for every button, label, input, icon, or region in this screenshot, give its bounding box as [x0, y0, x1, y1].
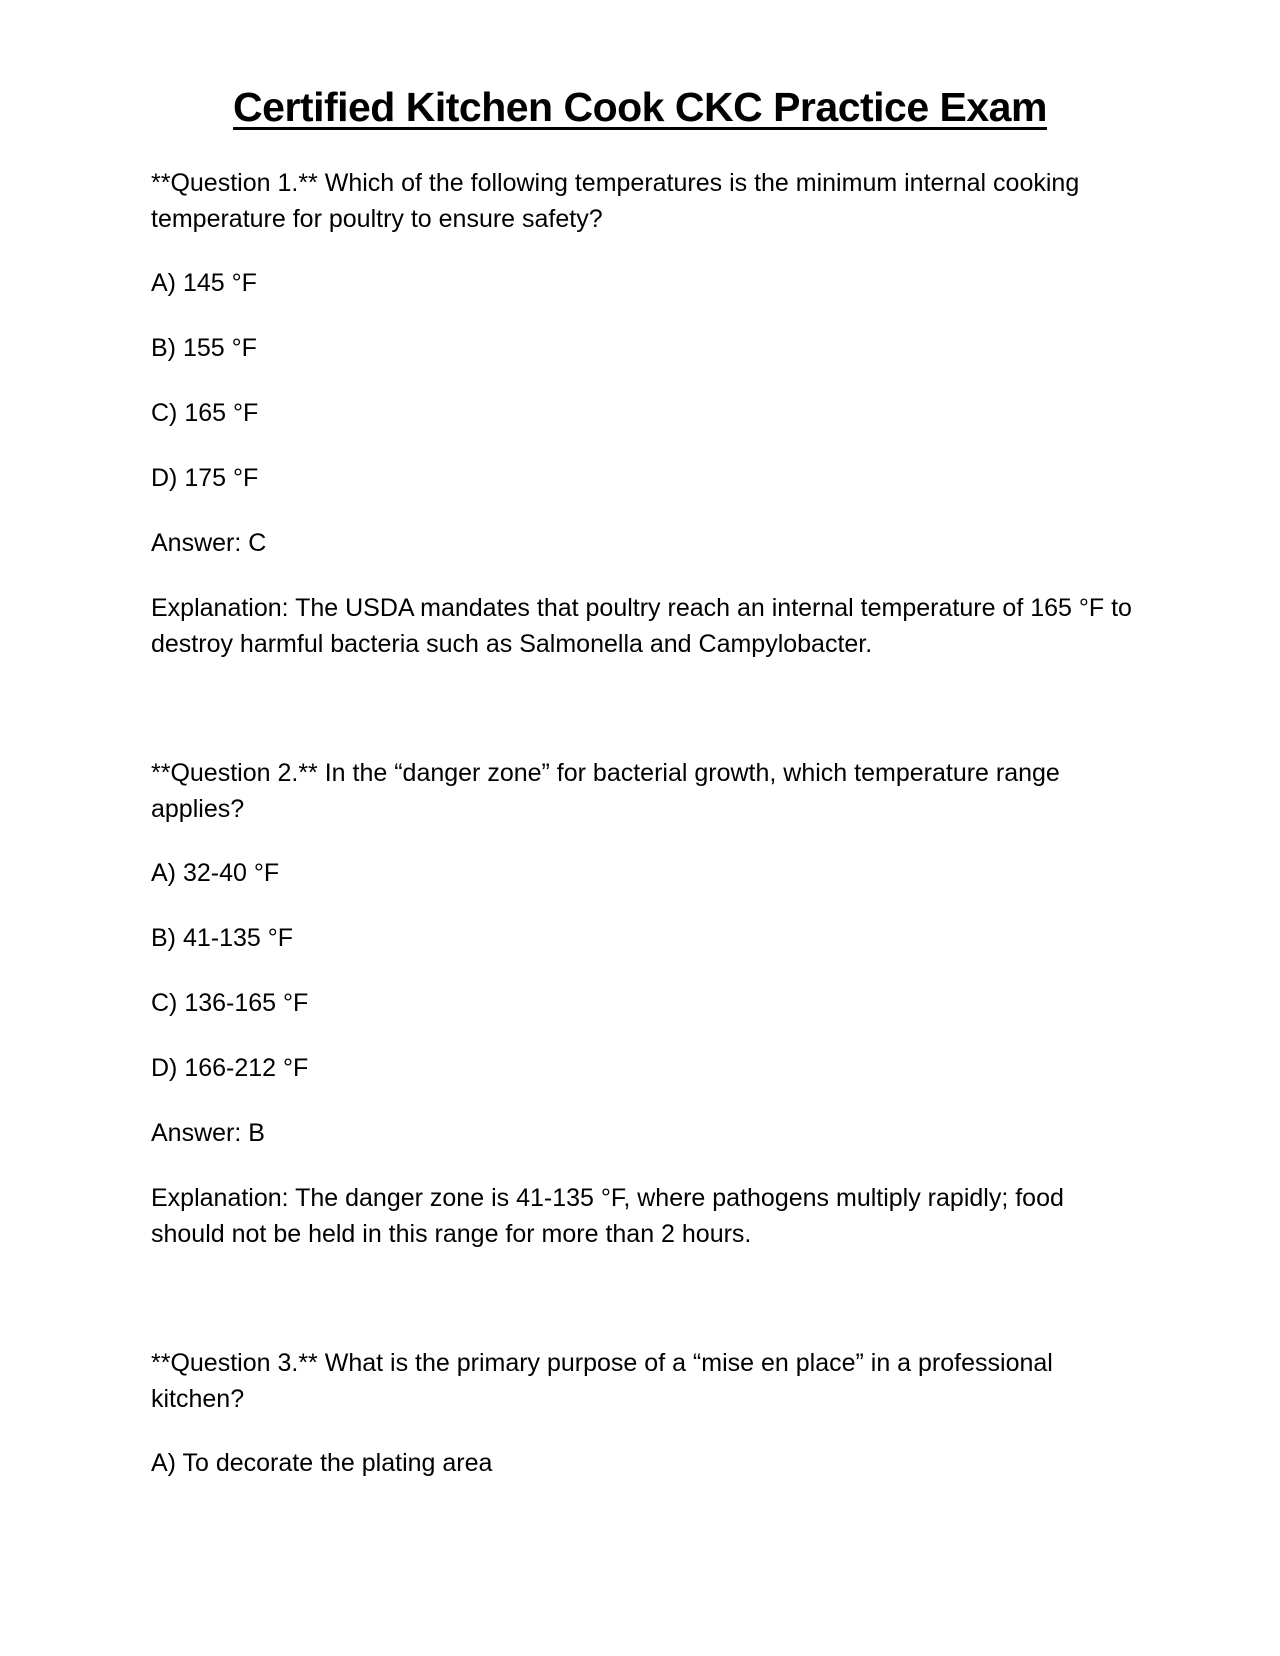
page-title-text: Certified Kitchen Cook CKC Practice Exam — [233, 84, 1047, 130]
question-2-prompt: **Question 2.** In the “danger zone” for bacterial growth, which temperature range applies? — [151, 759, 1060, 823]
page-title — [0, 82, 1280, 132]
question-3-option-a: A) To decorate the plating area — [151, 1449, 493, 1477]
question-2-explanation: Explanation: The danger zone is 41-135 °F, where pathogens multiply rapidly; food should not be held in this range for more than 2 hours. — [151, 1184, 1064, 1248]
question-1-option-a: A) 145 °F — [151, 269, 257, 297]
question-2-option-a: A) 32-40 °F — [151, 859, 280, 887]
question-1-option-d: D) 175 °F — [151, 464, 259, 492]
question-1-prompt: **Question 1.** Which of the following temperatures is the minimum internal cooking temperature for poultry to ensure safety? — [151, 169, 1080, 233]
question-3-prompt: **Question 3.** What is the primary purpose of a “mise en place” in a professional kitchen? — [151, 1349, 1053, 1413]
question-1-option-b: B) 155 °F — [151, 334, 257, 362]
question-1-option-c: C) 165 °F — [151, 399, 259, 427]
question-2-answer: Answer: B — [151, 1119, 265, 1147]
question-2-option-d: D) 166-212 °F — [151, 1054, 309, 1082]
question-2-option-c: C) 136-165 °F — [151, 989, 309, 1017]
question-1-answer: Answer: C — [151, 529, 267, 557]
question-1-explanation: Explanation: The USDA mandates that poultry reach an internal temperature of 165 °F to destroy harmful bacteria such as Salmonella and Campylobacter. — [151, 594, 1132, 658]
question-2-option-b: B) 41-135 °F — [151, 924, 294, 952]
